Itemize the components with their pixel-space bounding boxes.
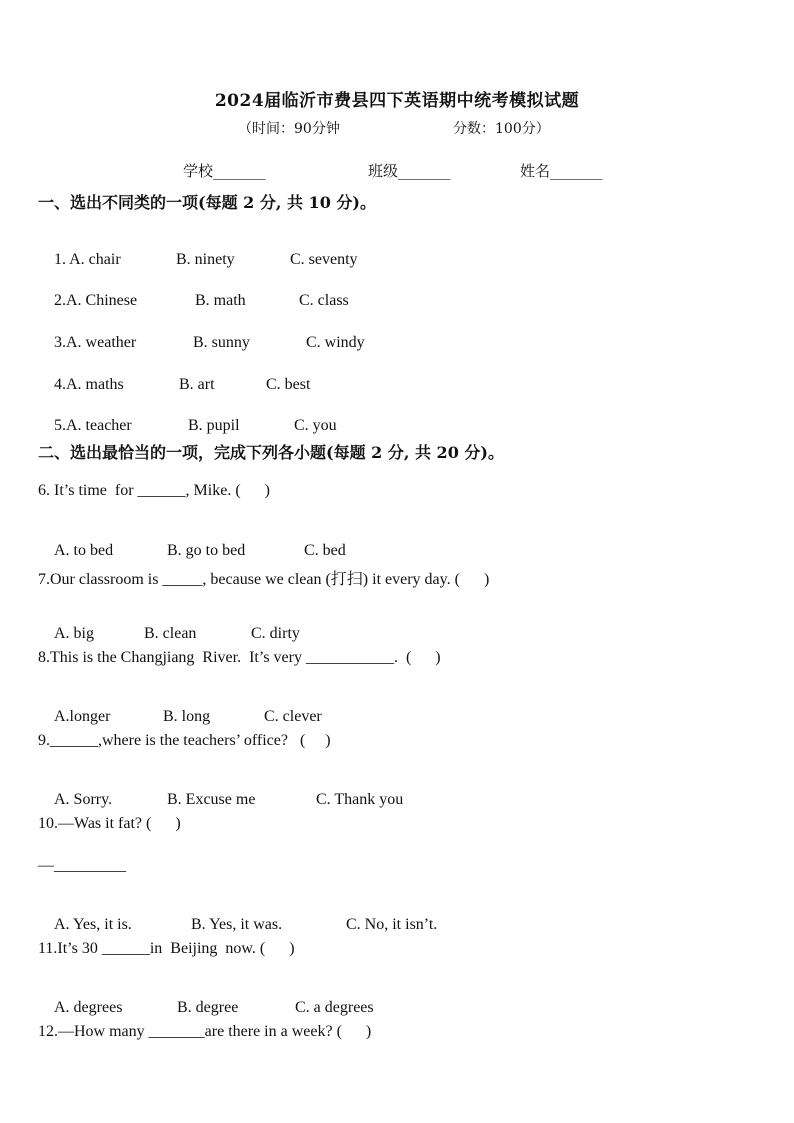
option-a: 5.A. teacher: [54, 417, 132, 434]
question-8: 8.This is the Changjiang River. It’s very ___________. ( ): [38, 649, 441, 666]
option-c: C. class: [299, 292, 349, 309]
section-1-heading: 一、选出不同类的一项(每题 2 分, 共 10 分)。: [38, 193, 376, 212]
option-a: A. to bed: [54, 542, 114, 559]
option-b: B. degree: [177, 999, 239, 1016]
option-c: C. clever: [264, 708, 322, 725]
school-field: 学校_______: [183, 162, 266, 180]
option-b: B. go to bed: [167, 542, 246, 559]
answer-blank: —_________: [38, 857, 126, 874]
option-a: A.longer: [54, 708, 111, 725]
class-field: 班级_______: [368, 162, 451, 180]
option-c: C. bed: [304, 542, 346, 559]
option-b: B. long: [163, 708, 211, 725]
option-c: C. No, it isn’t.: [346, 916, 438, 933]
option-b: B. sunny: [193, 334, 250, 351]
option-c: C. you: [294, 417, 337, 434]
option-c: C. best: [266, 376, 311, 393]
option-a: A. Sorry.: [54, 791, 113, 808]
option-a: 3.A. weather: [54, 334, 137, 351]
option-c: C. a degrees: [295, 999, 374, 1016]
option-b: B. Yes, it was.: [191, 916, 283, 933]
exam-score: 分数：100分）: [453, 121, 550, 137]
question-12: 12.—How many _______are there in a week? ( ): [38, 1023, 372, 1040]
question-10: 10.—Was it fat? ( ): [38, 815, 181, 832]
option-a: A. big: [54, 625, 94, 642]
question-7: 7.Our classroom is _____, because we clean (打扫) it every day. ( ): [38, 571, 490, 588]
option-a: A. Yes, it is.: [54, 916, 132, 933]
option-a: 4.A. maths: [54, 376, 124, 393]
option-b: B. art: [179, 376, 215, 393]
option-b: B. Excuse me: [167, 791, 256, 808]
option-b: B. clean: [144, 625, 197, 642]
option-b: B. ninety: [176, 251, 235, 268]
exam-time: （时间：90分钟: [238, 121, 340, 137]
name-field: 姓名_______: [520, 162, 603, 180]
option-a: A. degrees: [54, 999, 123, 1016]
option-a: 2.A. Chinese: [54, 292, 138, 309]
question-11: 11.It’s 30 ______in Beijing now. ( ): [38, 940, 295, 957]
option-a: 1. A. chair: [54, 251, 121, 268]
option-c: C. dirty: [251, 625, 300, 642]
option-c: C. seventy: [290, 251, 358, 268]
section-2-heading: 二、选出最恰当的一项，完成下列各小题(每题 2 分, 共 20 分)。: [38, 443, 504, 462]
question-9: 9.______,where is the teachers’ office? ( ): [38, 732, 331, 749]
option-c: C. windy: [306, 334, 365, 351]
question-6: 6. It’s time for ______, Mike. ( ): [38, 482, 270, 499]
option-c: C. Thank you: [316, 791, 404, 808]
page-title: 2024届临沂市费县四下英语期中统考模拟试题: [214, 91, 580, 111]
option-b: B. math: [195, 292, 246, 309]
option-b: B. pupil: [188, 417, 240, 434]
